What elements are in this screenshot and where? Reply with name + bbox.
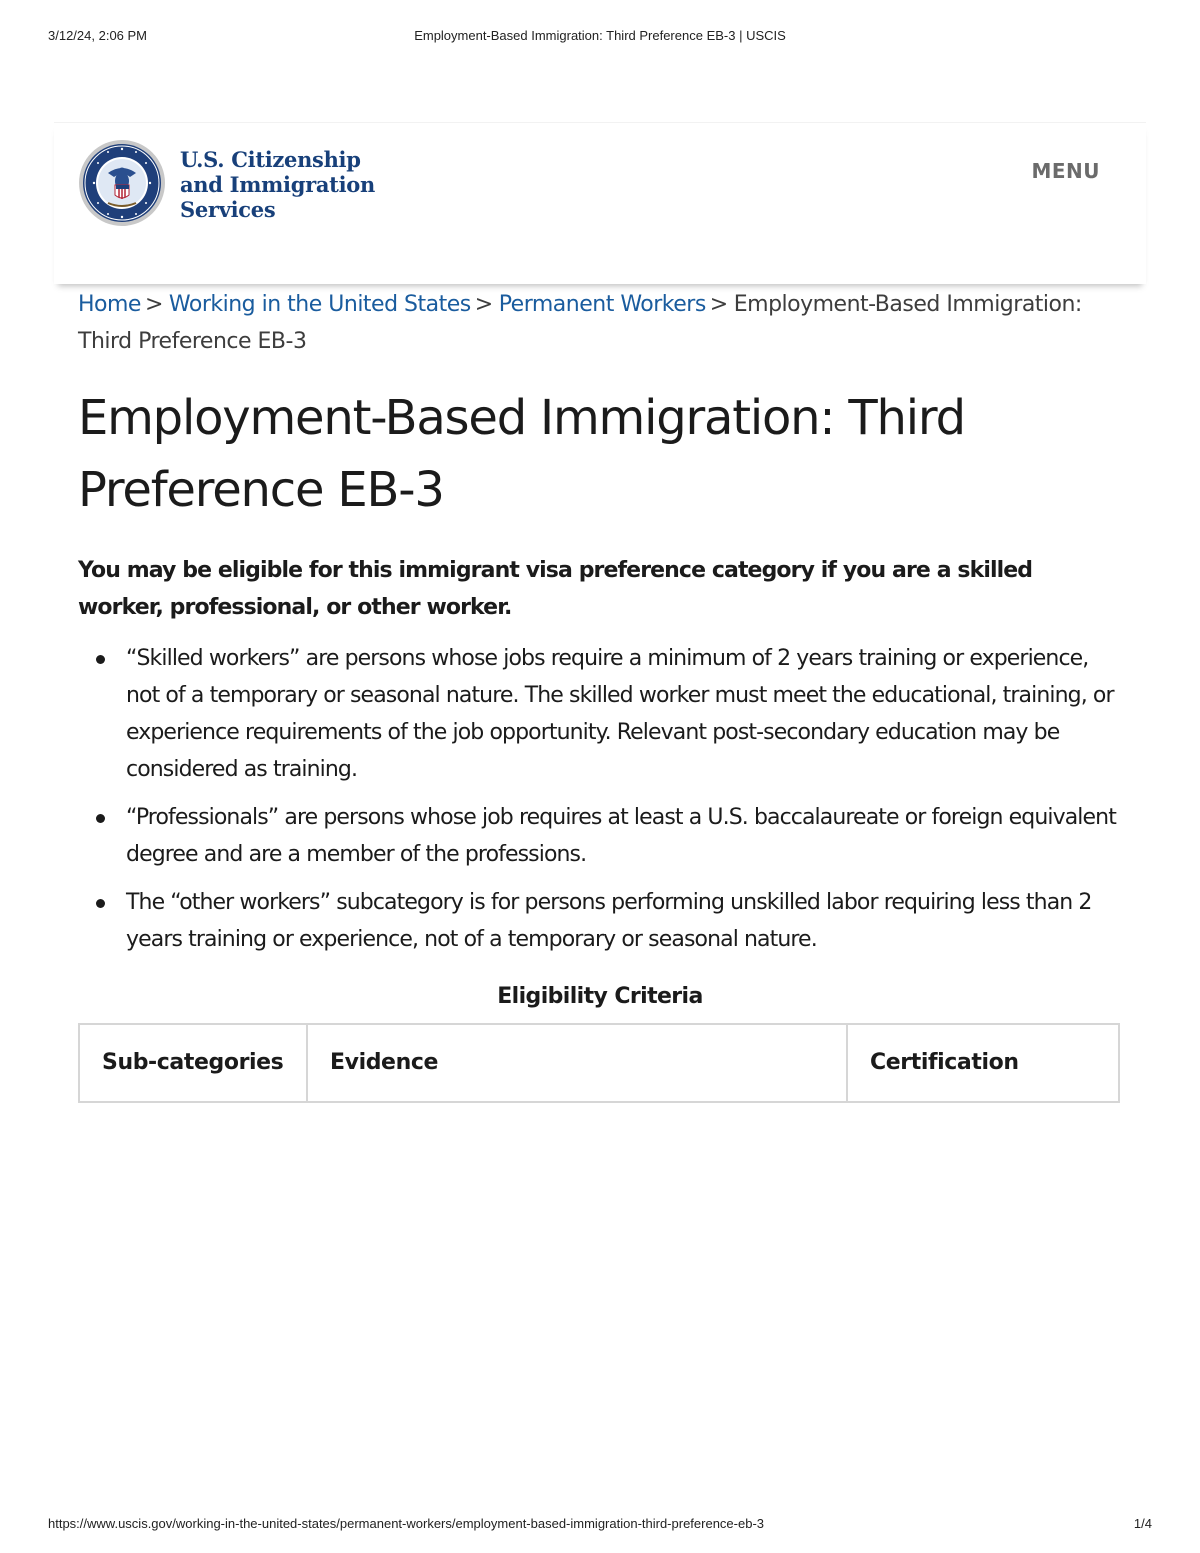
uscis-brand-link[interactable]: [180, 147, 375, 222]
eligibility-list: [78, 640, 1122, 958]
dhs-seal-icon[interactable]: [78, 139, 166, 227]
print-footer: [48, 1516, 1152, 1536]
table-caption: Eligibility Criteria: [497, 984, 703, 1009]
column-header-subcategories: Sub-categories: [79, 1024, 307, 1102]
print-header: [48, 28, 1152, 48]
bullet-icon: [96, 655, 105, 664]
page-title: Employment-Based Immigration: Third Preference EB-3: [78, 390, 965, 518]
brand-line-2: and Immigration: [180, 172, 375, 197]
bullet-icon: [96, 814, 105, 823]
intro-text: You may be eligible for this immigrant visa preference category if you are a skilled worker, professional, or other worker.: [78, 558, 1033, 620]
breadcrumb-home[interactable]: Home: [78, 292, 141, 317]
brand-line-1: U.S. Citizenship: [180, 147, 361, 172]
table-header-row: [79, 1024, 1119, 1102]
print-title: Employment-Based Immigration: Third Preference EB-3 | USCIS: [414, 28, 786, 43]
column-header-certification: Certification: [847, 1024, 1119, 1102]
breadcrumb-separator: >: [474, 292, 493, 317]
menu-button[interactable]: MENU: [1031, 159, 1100, 183]
list-item-text: The “other workers” subcategory is for persons performing unskilled labor requiring less than 2 years training or experience, not of a temporary or seasonal nature.: [126, 890, 1092, 952]
page-number: 1/4: [1133, 1516, 1152, 1531]
site-header: [54, 122, 1146, 284]
list-item-text: “Professionals” are persons whose job requires at least a U.S. baccalaureate or foreign equivalent degree and are a member of the professions.: [126, 805, 1116, 867]
list-item-text: “Skilled workers” are persons whose jobs require a minimum of 2 years training or experience, not of a temporary or seasonal nature. The skilled worker must meet the educational, training, or experience requirements of the job opportunity. Relevant post-secondary education may be considered as training.: [126, 646, 1114, 782]
column-header-evidence: Evidence: [307, 1024, 847, 1102]
breadcrumb-separator: >: [144, 292, 163, 317]
list-item: [78, 640, 1122, 788]
print-datetime: 3/12/24, 2:06 PM: [48, 28, 148, 43]
main-content: [78, 286, 1122, 1103]
breadcrumb-current: Employment-Based Immigration: Third Preference EB-3: [78, 292, 1082, 354]
list-item: [78, 884, 1122, 958]
bullet-icon: [96, 899, 105, 908]
list-item: [78, 799, 1122, 873]
brand-line-3: Services: [180, 197, 276, 222]
breadcrumb-working-in-us[interactable]: Working in the United States: [168, 292, 471, 317]
breadcrumb-permanent-workers[interactable]: Permanent Workers: [498, 292, 706, 317]
eligibility-table: [78, 1023, 1120, 1103]
print-url: https://www.uscis.gov/working-in-the-united-states/permanent-workers/employment-based-immigration-third-preference-eb-3: [48, 1516, 765, 1531]
breadcrumb-separator: >: [709, 292, 728, 317]
breadcrumb: [78, 286, 1122, 360]
